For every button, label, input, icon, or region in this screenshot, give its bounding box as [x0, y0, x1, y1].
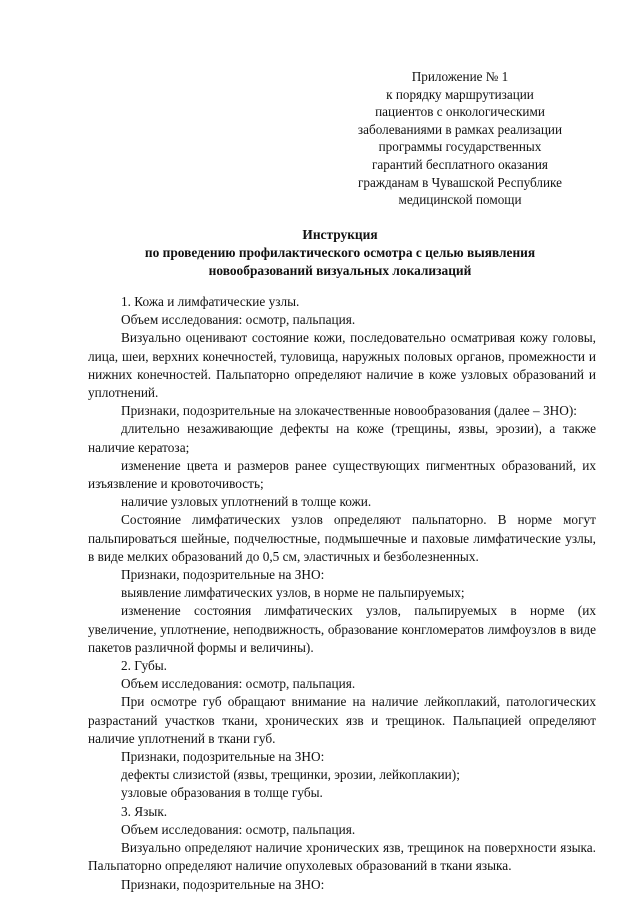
appendix-line: программы государственных: [378, 139, 542, 155]
appendix-title: Приложение № 1: [411, 69, 509, 84]
paragraph: Объем исследования: осмотр, пальпация.: [121, 312, 356, 328]
paragraph: изменение цвета и размеров ранее существующих пигментных образований, их изъязвление и кровоточивость;: [88, 457, 596, 492]
section-heading-tongue: 3. Язык.: [121, 803, 168, 819]
paragraph: Визуально определяют наличие хронических язв, трещинок на поверхности языка. Пальпаторно определяют наличие опухолевых образований в ткани языка.: [88, 840, 596, 874]
paragraph: дефекты слизистой (язвы, трещинки, эрозии, лейкоплакии);: [121, 767, 460, 783]
paragraph: Объем исследования: осмотр, пальпация.: [121, 676, 356, 692]
title-line: по проведению профилактического осмотра с целью выявления: [144, 245, 536, 260]
appendix-line: заболеваниями в рамках реализации: [357, 121, 563, 137]
section-heading-lips: 2. Губы.: [121, 658, 167, 674]
paragraph: Признаки, подозрительные на ЗНО:: [121, 567, 325, 583]
appendix-header: [340, 68, 580, 209]
section-heading-skin: 1. Кожа и лимфатические узлы.: [121, 294, 300, 309]
paragraph: Состояние лимфатических узлов определяют пальпаторно. В норме могут пальпироваться шейные, подчелюстные, подмышечные и паховые лимфатические узлы, в виде мелких образований до 0,5 см, эластичных и безболезненных.: [88, 512, 596, 564]
title-heading: Инструкция: [302, 227, 378, 242]
document-body: [88, 293, 596, 894]
paragraph: длительно незаживающие дефекты на коже (трещины, язвы, эрозии), а также наличие кератоза;: [88, 421, 596, 455]
paragraph: Признаки, подозрительные на ЗНО:: [121, 876, 325, 892]
paragraph: Признаки, подозрительные на злокачественные новообразования (далее – ЗНО):: [121, 403, 577, 419]
appendix-line: гарантий бесплатного оказания: [372, 156, 548, 172]
appendix-line: гражданам в Чувашской Республике: [358, 174, 562, 190]
document-title: [120, 226, 560, 280]
paragraph: узловые образования в толще губы.: [121, 785, 323, 801]
paragraph: наличие узловых уплотнений в толще кожи.: [121, 494, 372, 510]
appendix-line: к порядку маршрутизации: [386, 86, 534, 102]
appendix-line: пациентов с онкологическими: [375, 104, 545, 120]
paragraph: Признаки, подозрительные на ЗНО:: [121, 749, 325, 765]
paragraph: При осмотре губ обращают внимание на наличие лейкоплакий, патологических разрастаний участков ткани, хронических язв и трещинок. Пальпацией определяют наличие уплотнений в ткани губ.: [88, 694, 596, 746]
paragraph: изменение состояния лимфатических узлов, пальпируемых в норме (их увеличение, уплотнение, неподвижность, образование конгломератов лимфоузлов в виде пакетов различной формы и величины).: [88, 603, 596, 655]
paragraph: Объем исследования: осмотр, пальпация.: [121, 821, 356, 837]
appendix-line: медицинской помощи: [398, 192, 522, 208]
paragraph: выявление лимфатических узлов, в норме не пальпируемых;: [121, 585, 465, 601]
paragraph: Визуально оценивают состояние кожи, последовательно осматривая кожу головы, лица, шеи, верхних конечностей, туловища, наружных половых органов, промежности и нижних конечностей. Пальпаторно определяют наличие в коже узловых образований и уплотнений.: [88, 330, 596, 401]
title-line: новообразований визуальных локализаций: [208, 263, 472, 278]
